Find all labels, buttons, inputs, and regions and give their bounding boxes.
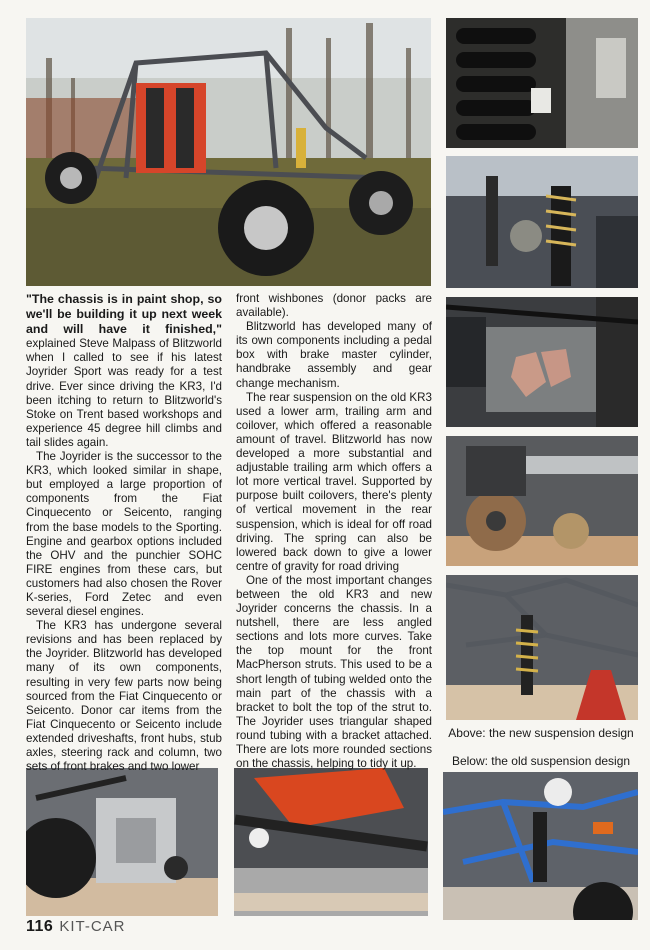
paragraph-4: Blitzworld has developed many of its own components including a pedal box with brake master cylinder, handbrake assembly and gear change mechanism. — [236, 320, 432, 390]
paragraph-3: The KR3 has undergone several revisions and has been replaced by the Joyrider. Blitzworld has developed many of its own components, resulting in very few parts now being sourced from the Fiat Cinquecento or Seicento. Donor car items from the Fiat Cinquecento or Seicento include extended driveshafts, front hubs, stub axles, steering rack and column, two sets of front brakes and two lower — [26, 619, 222, 774]
photo-rear-suspension — [446, 156, 638, 288]
hero-photo-buggy — [26, 18, 431, 286]
paragraph-6: One of the most important changes between the old KR3 and new Joyrider concerns the chassis. In a nutshell, there are less angled sections and lots more curves. Take the top mount for the front MacPherson struts. This used to be a short length of tubing welded onto the main part of the chassis with a bracket to bolt the top of the strut to. The Joyrider uses triangular shaped round tubing with a bracket attached. There are lots more rounded sections on the chassis, helping to tidy it up. — [236, 573, 432, 771]
paragraph-3-continued: front wishbones (donor packs are available). — [236, 292, 432, 320]
paragraph-2: The Joyrider is the successor to the KR3, which looked similar in shape, but employed a large proportion of components from the Fiat Cinquecento or Seicento, ranging from the base models to the Sporting. Engine and gearbox options included the OHV and the punchier SOHC FIRE engines from these cars, but customers had also chosen the Rover K-series, Ford Zetec and even several diesel engines. — [26, 450, 222, 619]
photo-fuel-tank — [234, 768, 428, 916]
lead-paragraph — [26, 292, 222, 450]
text-column-1 — [26, 292, 222, 774]
photo-gearbox — [26, 768, 218, 916]
photo-new-suspension — [446, 575, 638, 720]
caption-above: Above: the new suspension design — [448, 726, 634, 740]
page-number: 116 — [26, 918, 54, 935]
caption-below: Below: the old suspension design — [451, 754, 631, 768]
photo-old-suspension — [443, 772, 638, 920]
magazine-name: KIT-CAR — [59, 918, 126, 935]
photo-engine-manifold — [446, 297, 638, 427]
paragraph-5: The rear suspension on the old KR3 used a lower arm, trailing arm and coilover, which offered a reasonable amount of travel. Blitzworld has now developed a more substantial and adjustable trailing arm which offers a lot more vertical travel. Supported by purpose built coilovers, there's plenty of vertical movement in the rear suspension, which is ideal for off road driving. The spring can also be lowered back down to give a lower centre of gravity for road driving — [236, 390, 432, 573]
text-column-2 — [236, 292, 432, 771]
lead-quote: "The chassis is in paint shop, so we'll be building it up next week and will have it finished," — [26, 292, 222, 337]
photo-engine-pulley — [446, 436, 638, 566]
lead-rest: explained Steve Malpass of Blitzworld when I called to see if his latest Joyrider Sport was ready for a test drive. Ever since driving the KR3, I'd been itching to return to Blitzworld's Stoke on Trent based workshops and experience 45 degree hill climbs and tail slides again. — [26, 337, 222, 449]
photo-coilover-spring — [446, 18, 638, 148]
page-footer — [26, 918, 126, 936]
